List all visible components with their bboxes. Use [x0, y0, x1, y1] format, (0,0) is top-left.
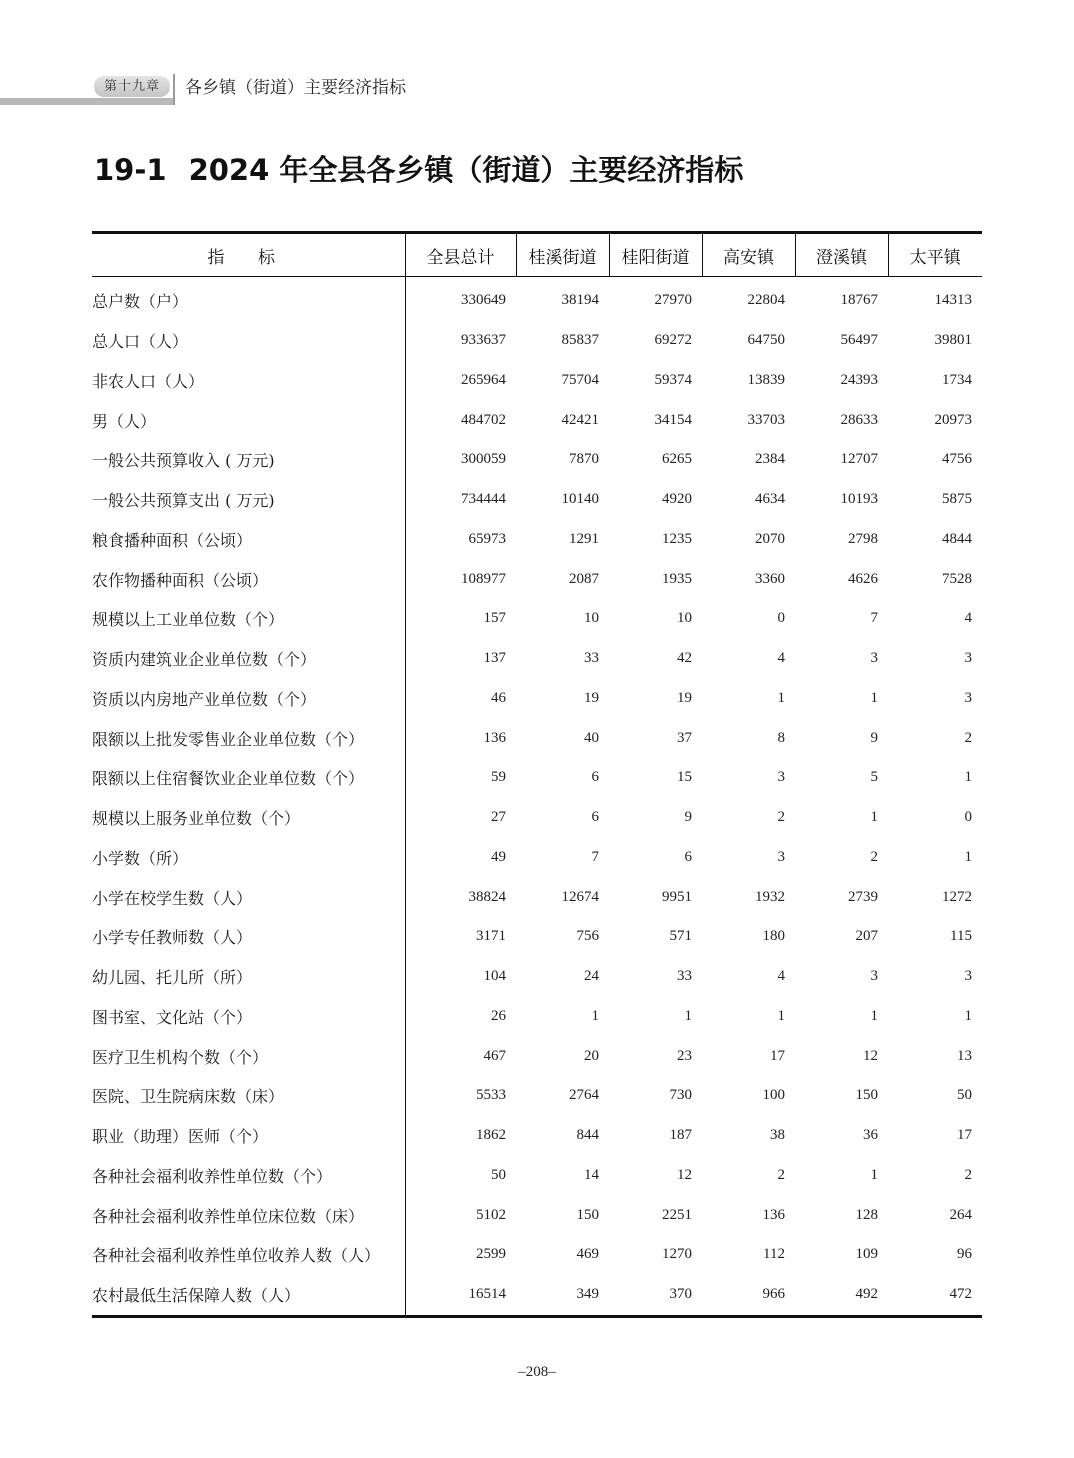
row-label: 规模以上工业单位数（个）	[92, 599, 405, 639]
cell-value: 20973	[934, 411, 972, 428]
cell-value: 1	[870, 809, 878, 826]
cell-value: 1	[777, 1007, 785, 1024]
cell-value: 46	[491, 689, 506, 706]
cell-value: 2384	[755, 451, 785, 468]
row-label: 限额以上住宿餐饮业企业单位数（个）	[92, 758, 405, 798]
cell-value: 1270	[662, 1246, 692, 1263]
cell-value: 17	[770, 1047, 785, 1064]
cell-value: 1	[684, 1007, 692, 1024]
cell-value: 38	[770, 1127, 785, 1144]
cell-value: 2	[964, 1166, 972, 1183]
row-label: 小学数（所）	[92, 838, 405, 878]
cell-value: 1	[964, 769, 972, 786]
cell-value: 349	[576, 1286, 599, 1303]
cell-value: 49	[491, 848, 506, 865]
cell-value: 1	[964, 848, 972, 865]
table-row	[92, 877, 982, 917]
row-label: 粮食播种面积（公顷）	[92, 520, 405, 560]
column-header: 桂阳街道	[609, 233, 702, 277]
cell-value: 2070	[755, 530, 785, 547]
cell-value: 9	[870, 729, 878, 746]
cell-value: 3	[964, 650, 972, 667]
cell-value: 10	[677, 610, 692, 627]
cell-value: 4920	[662, 491, 692, 508]
cell-value: 4634	[755, 491, 785, 508]
cell-value: 12	[863, 1047, 878, 1064]
cell-value: 187	[669, 1127, 692, 1144]
cell-value: 12	[677, 1166, 692, 1183]
cell-value: 18767	[840, 292, 878, 309]
table-row	[92, 321, 982, 361]
cell-value: 14	[584, 1166, 599, 1183]
cell-value: 467	[483, 1047, 506, 1064]
cell-value: 34154	[654, 411, 692, 428]
cell-value: 5	[870, 769, 878, 786]
table-row	[92, 957, 982, 997]
cell-value: 59374	[654, 371, 692, 388]
table-row	[92, 400, 982, 440]
cell-value: 472	[949, 1286, 972, 1303]
cell-value: 7	[591, 848, 599, 865]
table-row	[92, 440, 982, 480]
cell-value: 37	[677, 729, 692, 746]
cell-value: 1	[870, 1166, 878, 1183]
page-number: –208–	[518, 1364, 556, 1380]
cell-value: 19	[584, 689, 599, 706]
cell-value: 734444	[461, 491, 506, 508]
cell-value: 4	[777, 968, 785, 985]
table-row	[92, 798, 982, 838]
cell-value: 844	[576, 1127, 599, 1144]
cell-value: 20	[584, 1047, 599, 1064]
column-header: 桂溪街道	[516, 233, 609, 277]
cell-value: 39801	[934, 332, 972, 349]
header-title: 各乡镇（街道）主要经济指标	[185, 78, 406, 98]
cell-value: 6	[591, 769, 599, 786]
cell-value: 33	[677, 968, 692, 985]
row-label: 各种社会福利收养性单位数（个）	[92, 1156, 405, 1196]
header-gray-bar	[0, 98, 174, 105]
cell-value: 3	[777, 848, 785, 865]
cell-value: 1291	[569, 530, 599, 547]
cell-value: 966	[762, 1286, 785, 1303]
cell-value: 2	[964, 729, 972, 746]
cell-value: 33	[584, 650, 599, 667]
cell-value: 5533	[476, 1087, 506, 1104]
cell-value: 3	[777, 769, 785, 786]
cell-value: 100	[762, 1087, 785, 1104]
cell-value: 2	[870, 848, 878, 865]
cell-value: 24	[584, 968, 599, 985]
cell-value: 2599	[476, 1246, 506, 1263]
cell-value: 3	[870, 968, 878, 985]
cell-value: 300059	[461, 451, 506, 468]
cell-value: 108977	[461, 570, 506, 587]
cell-value: 12674	[561, 888, 599, 905]
row-label: 医院、卫生院病床数（床）	[92, 1076, 405, 1116]
row-label: 一般公共预算收入 ( 万元)	[92, 440, 405, 480]
cell-value: 12707	[840, 451, 878, 468]
cell-value: 4626	[848, 570, 878, 587]
table-body	[92, 277, 982, 1317]
row-label: 总人口（人）	[92, 321, 405, 361]
cell-value: 9	[684, 809, 692, 826]
cell-value: 0	[777, 610, 785, 627]
cell-value: 330649	[461, 292, 506, 309]
cell-value: 3	[870, 650, 878, 667]
cell-value: 2739	[848, 888, 878, 905]
cell-value: 27	[491, 809, 506, 826]
cell-value: 933637	[461, 332, 506, 349]
cell-value: 1932	[755, 888, 785, 905]
row-label: 农村最低生活保障人数（人）	[92, 1275, 405, 1316]
cell-value: 136	[762, 1206, 785, 1223]
cell-value: 104	[483, 968, 506, 985]
cell-value: 128	[855, 1206, 878, 1223]
table-row	[92, 679, 982, 719]
cell-value: 469	[576, 1246, 599, 1263]
cell-value: 10140	[561, 491, 599, 508]
cell-value: 4844	[942, 530, 972, 547]
cell-value: 3	[964, 689, 972, 706]
chapter-badge: 第十九章	[94, 76, 170, 97]
cell-value: 264	[949, 1206, 972, 1223]
cell-value: 492	[855, 1286, 878, 1303]
table-row	[92, 520, 982, 560]
cell-value: 1	[777, 689, 785, 706]
cell-value: 10193	[840, 491, 878, 508]
cell-value: 1862	[476, 1127, 506, 1144]
cell-value: 1	[870, 1007, 878, 1024]
cell-value: 27970	[654, 292, 692, 309]
cell-value: 40	[584, 729, 599, 746]
row-label: 一般公共预算支出 ( 万元)	[92, 480, 405, 520]
cell-value: 2798	[848, 530, 878, 547]
row-label: 小学专任教师数（人）	[92, 917, 405, 957]
cell-value: 136	[483, 729, 506, 746]
table-row	[92, 917, 982, 957]
table-row	[92, 1036, 982, 1076]
table-row	[92, 758, 982, 798]
cell-value: 3171	[476, 928, 506, 945]
table-row	[92, 1195, 982, 1235]
cell-value: 38824	[468, 888, 506, 905]
cell-value: 109	[855, 1246, 878, 1263]
cell-value: 5875	[942, 491, 972, 508]
row-label: 各种社会福利收养性单位收养人数（人）	[92, 1235, 405, 1275]
cell-value: 7528	[942, 570, 972, 587]
indicator-table	[92, 231, 982, 1318]
table-row	[92, 1116, 982, 1156]
table-row	[92, 718, 982, 758]
cell-value: 50	[491, 1166, 506, 1183]
cell-value: 17	[957, 1127, 972, 1144]
table-row	[92, 1235, 982, 1275]
cell-value: 265964	[461, 371, 506, 388]
cell-value: 65973	[468, 530, 506, 547]
cell-value: 112	[763, 1246, 785, 1263]
cell-value: 1272	[942, 888, 972, 905]
cell-value: 4	[777, 650, 785, 667]
row-label: 农作物播种面积（公顷）	[92, 559, 405, 599]
row-label: 各种社会福利收养性单位床位数（床）	[92, 1195, 405, 1235]
cell-value: 6265	[662, 451, 692, 468]
cell-value: 571	[669, 928, 692, 945]
cell-value: 69272	[654, 332, 692, 349]
table-row	[92, 639, 982, 679]
cell-value: 2	[777, 809, 785, 826]
cell-value: 137	[483, 650, 506, 667]
cell-value: 96	[957, 1246, 972, 1263]
table-row	[92, 599, 982, 639]
table-row	[92, 1076, 982, 1116]
cell-value: 75704	[561, 371, 599, 388]
cell-value: 180	[762, 928, 785, 945]
cell-value: 1235	[662, 530, 692, 547]
cell-value: 1	[591, 1007, 599, 1024]
table-row	[92, 997, 982, 1037]
cell-value: 0	[964, 809, 972, 826]
cell-value: 36	[863, 1127, 878, 1144]
cell-value: 16514	[468, 1286, 506, 1303]
cell-value: 42	[677, 650, 692, 667]
header-divider	[173, 74, 175, 105]
cell-value: 2	[777, 1166, 785, 1183]
table-title-text: 2024 年全县各乡镇（街道）主要经济指标	[188, 153, 744, 187]
cell-value: 13	[957, 1047, 972, 1064]
table-row	[92, 838, 982, 878]
cell-value: 730	[669, 1087, 692, 1104]
cell-value: 28633	[840, 411, 878, 428]
cell-value: 6	[591, 809, 599, 826]
header-row	[92, 233, 982, 277]
column-header: 全县总计	[405, 233, 516, 277]
row-label: 资质内建筑业企业单位数（个）	[92, 639, 405, 679]
row-label: 图书室、文化站（个）	[92, 997, 405, 1037]
cell-value: 1935	[662, 570, 692, 587]
table-title	[94, 148, 743, 189]
cell-value: 150	[576, 1206, 599, 1223]
cell-value: 1	[870, 689, 878, 706]
cell-value: 7870	[569, 451, 599, 468]
row-label: 小学在校学生数（人）	[92, 877, 405, 917]
cell-value: 42421	[561, 411, 599, 428]
column-header: 高安镇	[702, 233, 795, 277]
cell-value: 484702	[461, 411, 506, 428]
row-label: 幼儿园、托儿所（所）	[92, 957, 405, 997]
cell-value: 7	[870, 610, 878, 627]
column-header-indicator: 指 标	[92, 233, 405, 277]
cell-value: 56497	[840, 332, 878, 349]
cell-value: 1734	[942, 371, 972, 388]
table-row	[92, 1156, 982, 1196]
cell-value: 2251	[662, 1206, 692, 1223]
table-row	[92, 480, 982, 520]
table-row	[92, 1275, 982, 1316]
cell-value: 19	[677, 689, 692, 706]
cell-value: 59	[491, 769, 506, 786]
table-row	[92, 277, 982, 321]
column-header: 太平镇	[888, 233, 982, 277]
cell-value: 64750	[747, 332, 785, 349]
table-row	[92, 559, 982, 599]
row-label: 总户数（户）	[92, 277, 405, 321]
cell-value: 23	[677, 1047, 692, 1064]
row-label: 资质以内房地产业单位数（个）	[92, 679, 405, 719]
cell-value: 4756	[942, 451, 972, 468]
cell-value: 3360	[755, 570, 785, 587]
cell-value: 2764	[569, 1087, 599, 1104]
row-label: 限额以上批发零售业企业单位数（个）	[92, 718, 405, 758]
cell-value: 3	[964, 968, 972, 985]
cell-value: 13839	[747, 371, 785, 388]
cell-value: 10	[584, 610, 599, 627]
cell-value: 26	[491, 1007, 506, 1024]
cell-value: 9951	[662, 888, 692, 905]
cell-value: 14313	[934, 292, 972, 309]
cell-value: 207	[855, 928, 878, 945]
table-header	[92, 233, 982, 277]
cell-value: 756	[576, 928, 599, 945]
table-row	[92, 361, 982, 401]
cell-value: 1	[964, 1007, 972, 1024]
cell-value: 15	[677, 769, 692, 786]
row-label: 男（人）	[92, 400, 405, 440]
row-label: 医疗卫生机构个数（个）	[92, 1036, 405, 1076]
cell-value: 8	[777, 729, 785, 746]
table-number: 19-1	[94, 153, 167, 187]
cell-value: 370	[669, 1286, 692, 1303]
cell-value: 50	[957, 1087, 972, 1104]
row-label: 规模以上服务业单位数（个）	[92, 798, 405, 838]
cell-value: 85837	[561, 332, 599, 349]
cell-value: 157	[483, 610, 506, 627]
cell-value: 6	[684, 848, 692, 865]
cell-value: 5102	[476, 1206, 506, 1223]
cell-value: 2087	[569, 570, 599, 587]
row-label: 职业（助理）医师（个）	[92, 1116, 405, 1156]
cell-value: 150	[855, 1087, 878, 1104]
running-header	[0, 72, 1074, 108]
cell-value: 38194	[561, 292, 599, 309]
cell-value: 33703	[747, 411, 785, 428]
cell-value: 4	[964, 610, 972, 627]
cell-value: 22804	[747, 292, 785, 309]
cell-value: 24393	[840, 371, 878, 388]
row-label: 非农人口（人）	[92, 361, 405, 401]
column-header: 澄溪镇	[795, 233, 888, 277]
cell-value: 115	[950, 928, 972, 945]
